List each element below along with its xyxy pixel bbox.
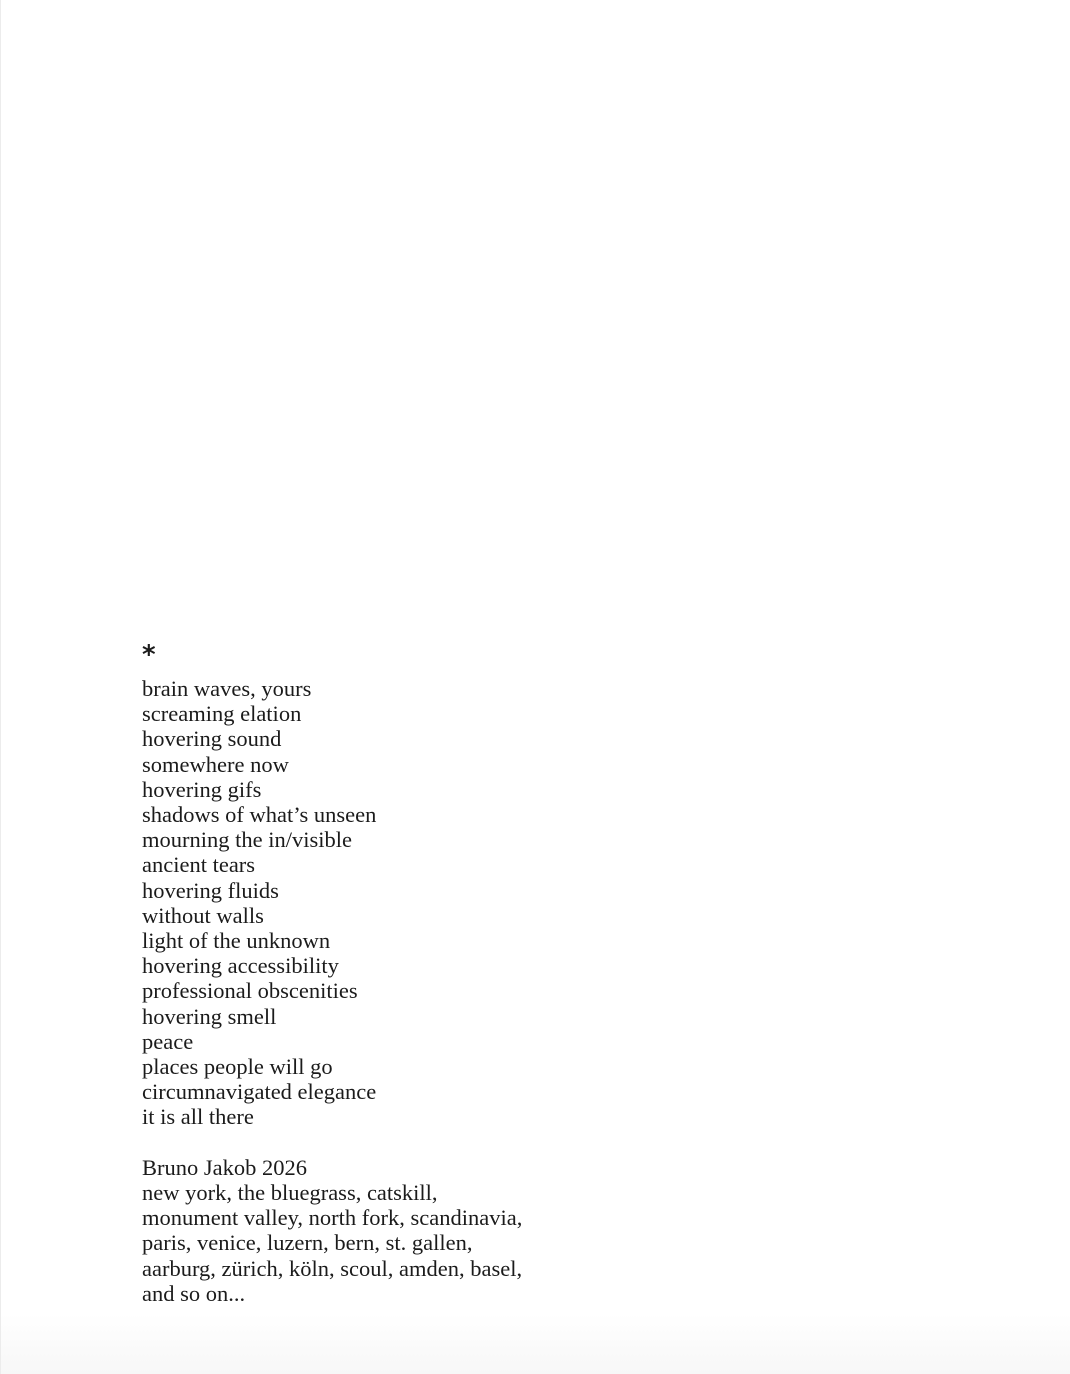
places-line: and so on... [142,1280,246,1306]
poem-line: mourning the in/visible [142,827,352,853]
poem-line: hovering fluids [142,877,279,903]
places-line: aarburg, zürich, köln, scoul, amden, basel, [142,1255,523,1281]
poem-text-block [142,640,522,1306]
poem-line: hovering smell [142,1003,277,1029]
poem-line: somewhere now [142,751,289,777]
poem-line: places people will go [142,1054,333,1080]
poem-line: screaming elation [142,701,302,727]
poem-line: without walls [142,902,264,928]
poem-line: brain waves, yours [142,676,312,701]
poem-line: circumnavigated elegance [142,1079,377,1105]
places-line: paris, venice, luzern, bern, st. gallen, [142,1230,473,1256]
bottom-fade [1,1314,1070,1374]
poem-line: hovering accessibility [142,953,339,979]
poem-line: peace [142,1028,194,1054]
places-line: new york, the bluegrass, catskill, [142,1180,438,1206]
places-line: monument valley, north fork, scandinavia, [142,1205,523,1231]
poem-line: shadows of what’s unseen [142,802,377,828]
stanza-gap [142,1130,522,1155]
author-signature: Bruno Jakob 2026 [142,1154,307,1180]
poem-line: light of the unknown [142,928,331,954]
poem-line: hovering sound [142,726,282,752]
poem-line: it is all there [142,1104,254,1130]
asterisk-marker: * [142,640,156,670]
poem-line: ancient tears [142,852,256,878]
poem-line: professional obscenities [142,978,358,1004]
poem-line: hovering gifs [142,776,262,802]
